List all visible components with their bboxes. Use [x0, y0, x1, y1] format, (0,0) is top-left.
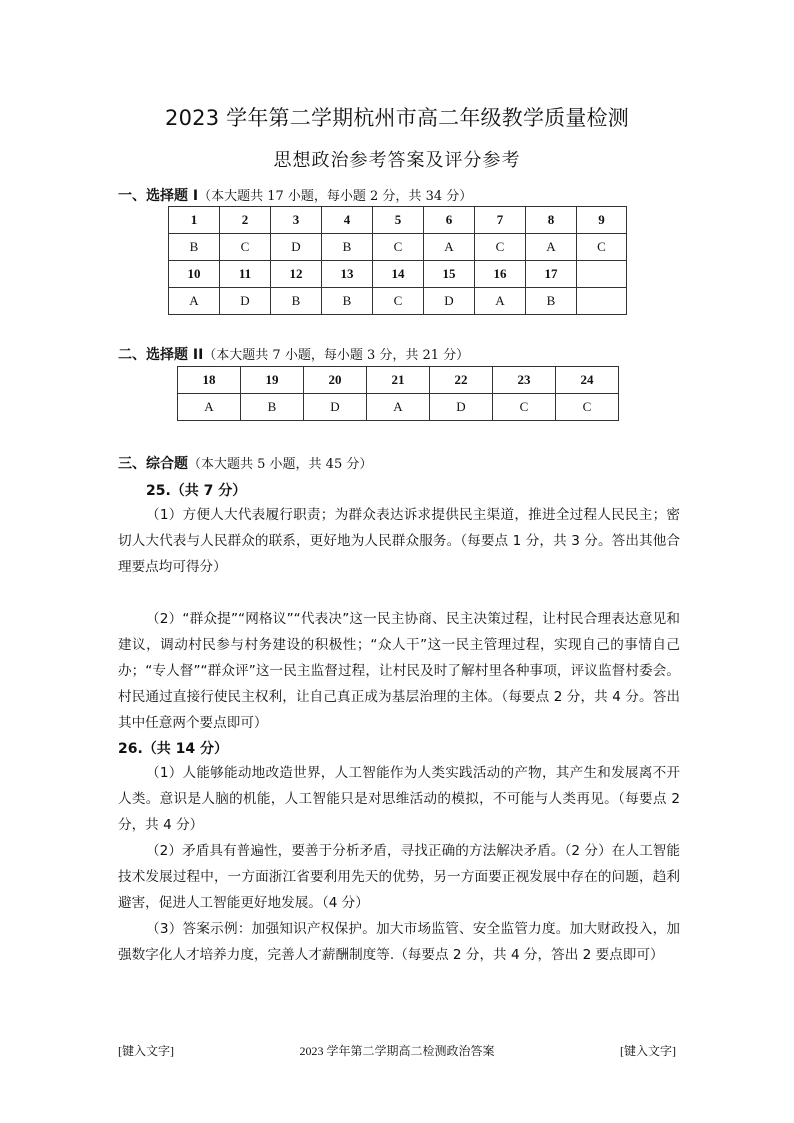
footer-left: [键入文字] — [118, 1044, 174, 1058]
answer-cell: C — [373, 288, 424, 315]
question-25-title: 25.（共 7 分） — [146, 483, 247, 499]
answer-cell: B — [322, 288, 373, 315]
question-number: 1 — [169, 207, 220, 234]
question-number: 12 — [271, 261, 322, 288]
section1-heading-row — [118, 185, 472, 205]
question-number: 18 — [178, 367, 241, 394]
footer-right: [键入文字] — [620, 1044, 676, 1058]
question-number: 4 — [322, 207, 373, 234]
question-26-part3: （3）答案示例：加强知识产权保护。加大市场监管、安全监管力度。加大财政投入，加强数字化人才培养力度，完善人才薪酬制度等.（每要点 2 分，共 4 分，答出 2 要点即可） — [118, 921, 680, 963]
section1-note: （本大题共 17 小题，每小题 2 分，共 34 分） — [198, 189, 473, 204]
question-number: 9 — [577, 207, 627, 234]
section2-note: （本大题共 7 小题，每小题 3 分，共 21 分） — [203, 348, 470, 363]
page-subtitle: 思想政治参考答案及评分参考 — [273, 150, 521, 171]
answer-cell: D — [220, 288, 271, 315]
question-number: 19 — [241, 367, 304, 394]
answer-cell: A — [169, 288, 220, 315]
section3-heading-row — [118, 453, 372, 473]
section3-note: （本大题共 5 小题，共 45 分） — [188, 457, 373, 472]
question-number: 17 — [526, 261, 577, 288]
question-number: 6 — [424, 207, 475, 234]
answer-cell: D — [271, 234, 322, 261]
table-row — [169, 288, 627, 315]
table-row — [178, 367, 619, 394]
page-title: 2023 学年第二学期杭州市高二年级教学质量检测 — [165, 106, 629, 130]
question-25-part1: （1）方便人大代表履行职责；为群众表达诉求提供民主渠道，推进全过程人民民主；密切人大代表与人民群众的联系，更好地为人民群众服务。（每要点 1 分，共 3 分。答出其他合理要点均可得分） — [118, 507, 680, 575]
answer-cell: C — [373, 234, 424, 261]
question-number: 24 — [556, 367, 619, 394]
answer-cell: C — [220, 234, 271, 261]
question-number: 5 — [373, 207, 424, 234]
answer-cell: D — [304, 394, 367, 421]
question-26-part2: （2）矛盾具有普遍性，要善于分析矛盾，寻找正确的方法解决矛盾。（2 分）在人工智能技术发展过程中，一方面浙江省要利用先天的优势，另一方面要正视发展中存在的问题，趋利避害，促进人工智能更好地发展。（4 分） — [118, 843, 680, 911]
answer-cell: B — [241, 394, 304, 421]
question-number: 16 — [475, 261, 526, 288]
table-row — [169, 207, 627, 234]
question-26-title: 26.（共 14 分） — [118, 741, 229, 757]
section2-answer-table — [177, 366, 619, 421]
question-25-part2: （2）“群众提”“网格议”“代表决”这一民主协商、民主决策过程，让村民合理表达意见和建议，调动村民参与村务建设的积极性；“众人干”这一民主管理过程，实现自己的事情自己办；“专人督”“群众评”这一民主监督过程，让村民及时了解村里各种事项，评议监督村委会。村民通过直接行使民主权利，让自己真正成为基层治理的主体。（每要点 2 分，共 4 分。答出其中任意两个要点即可） — [118, 611, 680, 731]
question-number: 7 — [475, 207, 526, 234]
question-number: 21 — [367, 367, 430, 394]
answer-cell: D — [424, 288, 475, 315]
footer-center: 2023 学年第二学期高二检测政治答案 — [299, 1044, 495, 1058]
answer-cell: B — [526, 288, 577, 315]
section1-answer-table — [168, 206, 627, 315]
table-row — [169, 261, 627, 288]
answer-cell: D — [430, 394, 493, 421]
answer-cell: A — [526, 234, 577, 261]
question-number: 20 — [304, 367, 367, 394]
section1-heading: 一、选择题 I — [118, 188, 199, 204]
question-number: 15 — [424, 261, 475, 288]
question-number: 14 — [373, 261, 424, 288]
question-number: 23 — [493, 367, 556, 394]
answer-cell: C — [493, 394, 556, 421]
question-number: 8 — [526, 207, 577, 234]
question-number: 22 — [430, 367, 493, 394]
question-26-part1: （1）人能够能动地改造世界，人工智能作为人类实践活动的产物，其产生和发展离不开人类。意识是人脑的机能，人工智能只是对思维活动的模拟，不可能与人类再见。（每要点 2 分，共 4 分） — [118, 765, 680, 833]
section2-heading: 二、选择题 II — [118, 347, 204, 363]
answer-cell: A — [424, 234, 475, 261]
answer-cell: C — [577, 234, 627, 261]
table-row — [169, 234, 627, 261]
empty-cell — [577, 261, 627, 288]
question-number: 3 — [271, 207, 322, 234]
answer-cell: A — [178, 394, 241, 421]
question-number: 10 — [169, 261, 220, 288]
answer-cell: B — [169, 234, 220, 261]
question-number: 11 — [220, 261, 271, 288]
empty-cell — [577, 288, 627, 315]
question-number: 13 — [322, 261, 373, 288]
table-row — [178, 394, 619, 421]
answer-cell: A — [367, 394, 430, 421]
answer-cell: C — [475, 234, 526, 261]
answer-cell: B — [322, 234, 373, 261]
answer-cell: C — [556, 394, 619, 421]
answer-cell: B — [271, 288, 322, 315]
section3-heading: 三、综合题 — [118, 456, 188, 472]
question-number: 2 — [220, 207, 271, 234]
answer-cell: A — [475, 288, 526, 315]
section2-heading-row — [118, 344, 469, 364]
